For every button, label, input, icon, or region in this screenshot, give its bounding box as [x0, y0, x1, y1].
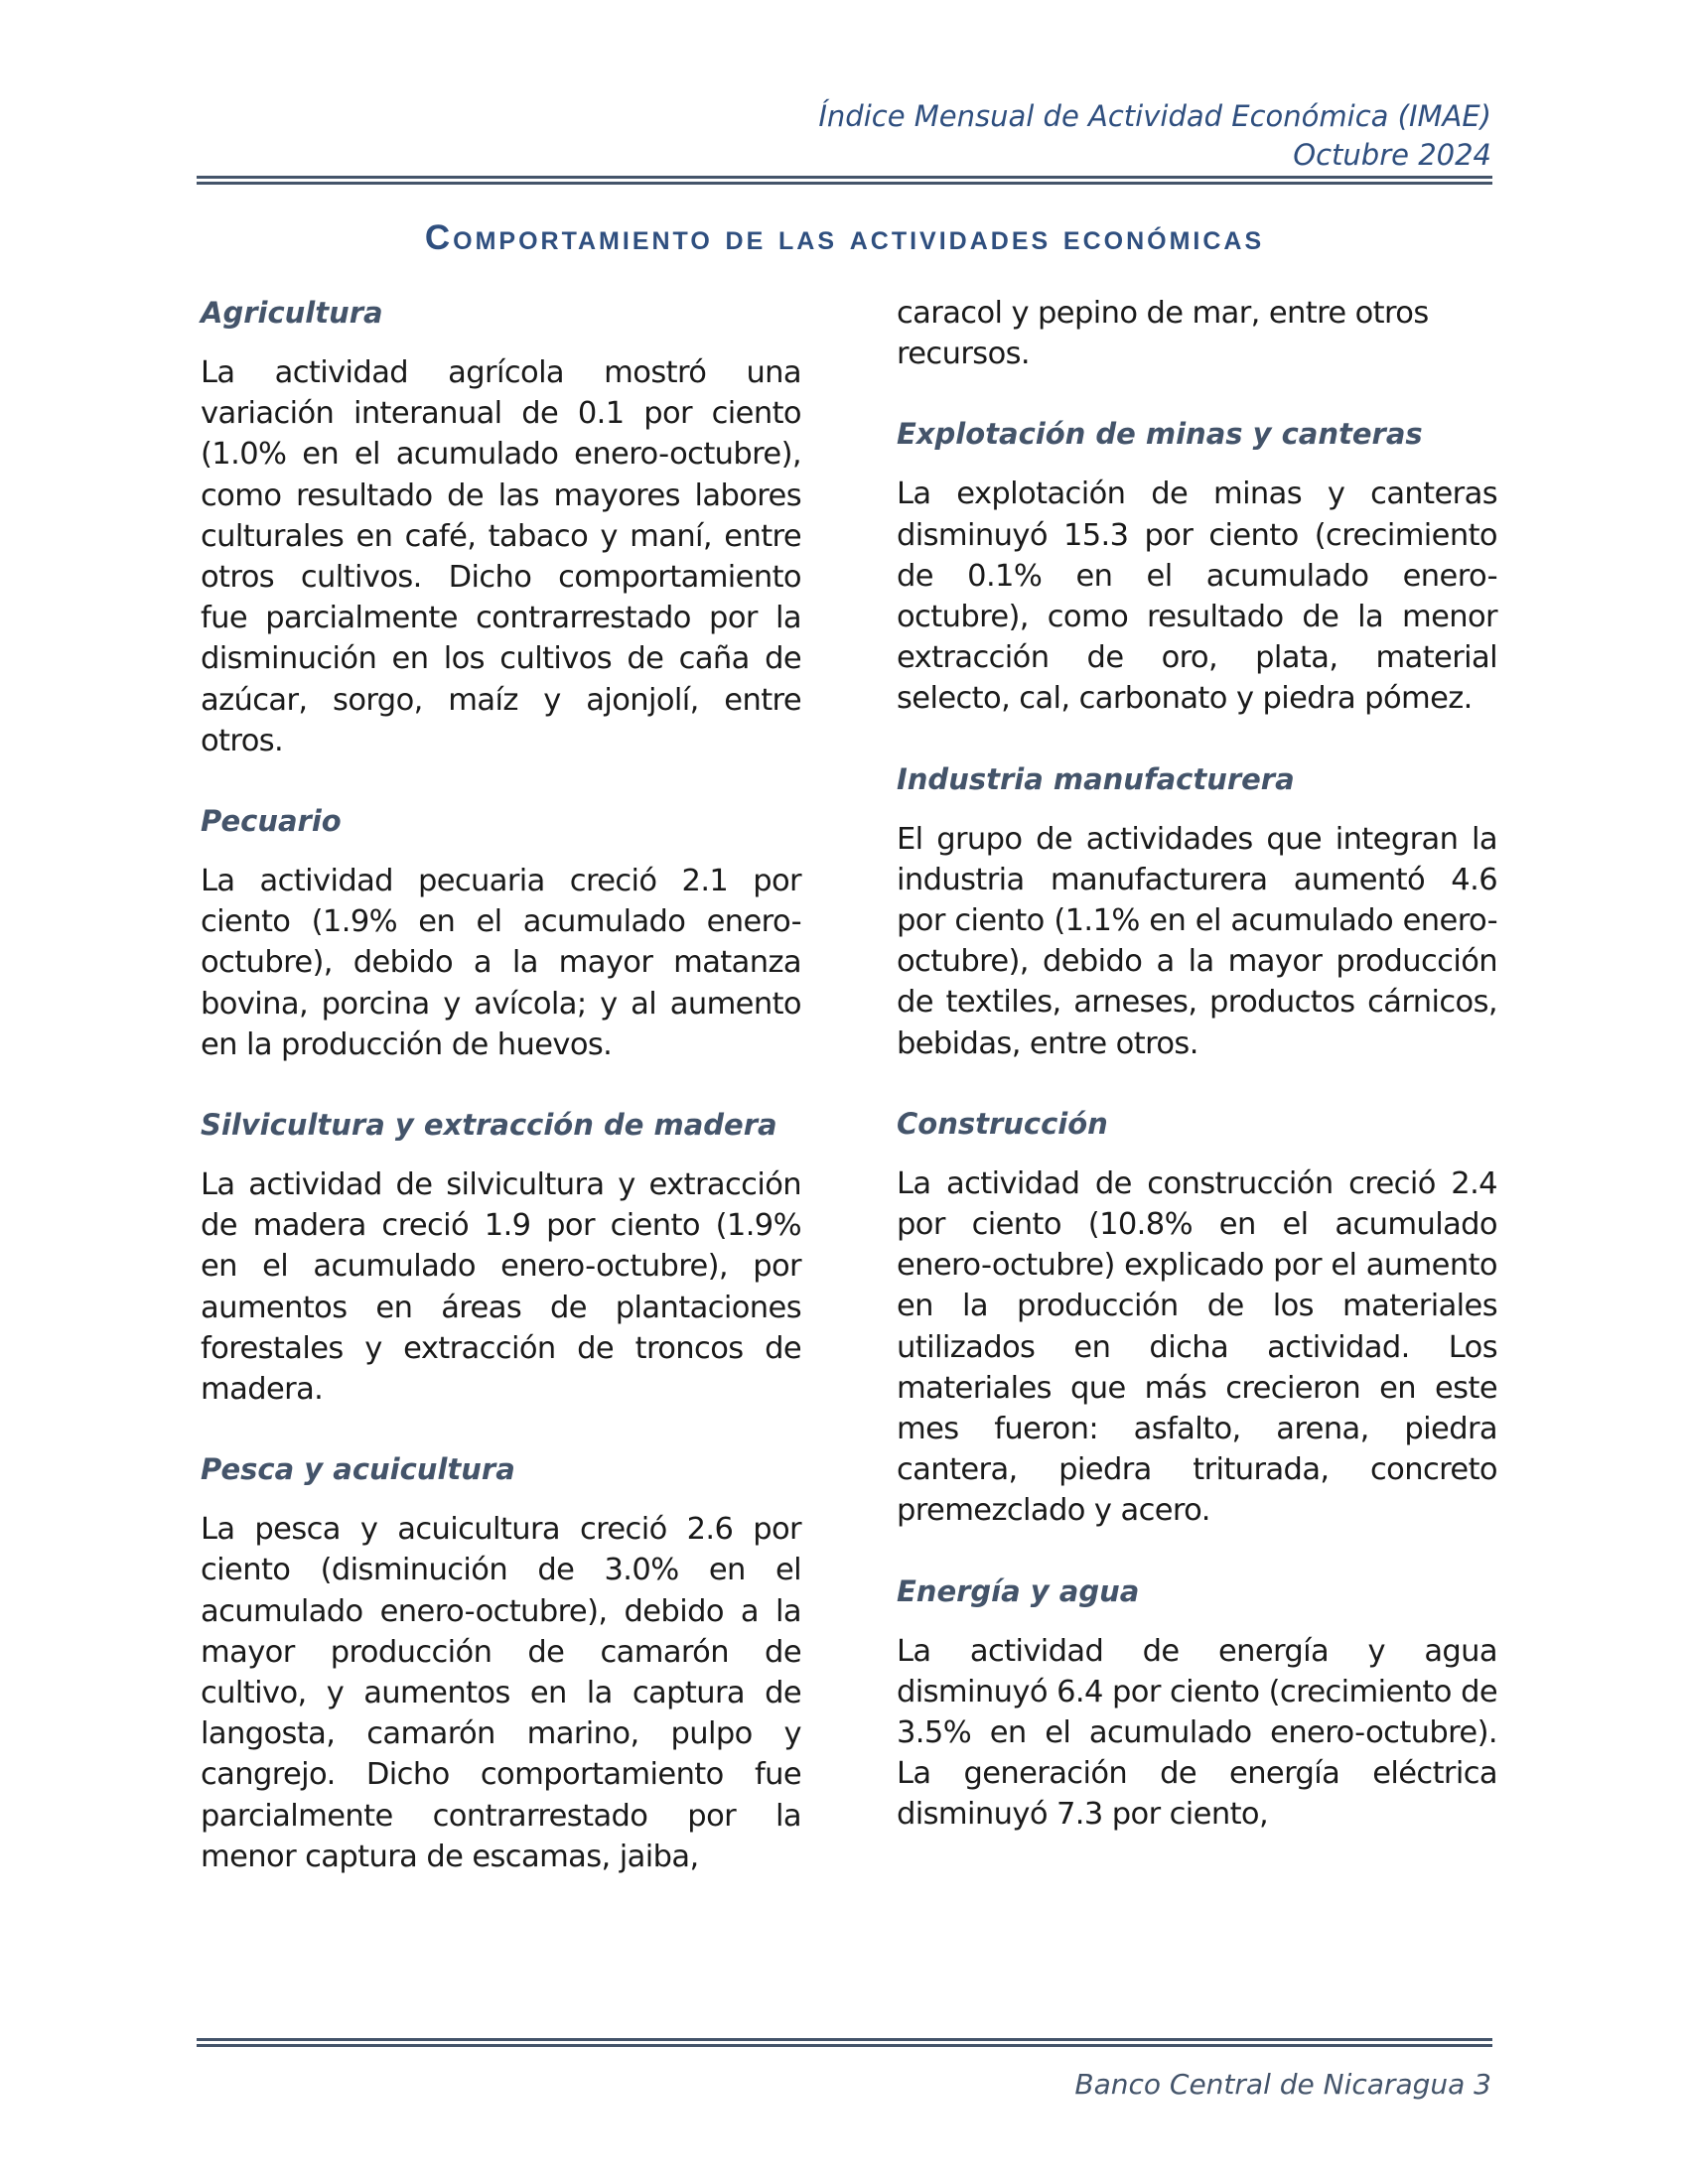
right-column [897, 293, 1497, 1836]
heading-energia: Energía y agua [897, 1573, 1140, 1608]
paragraph-minas: La explotación de minas y canteras disminuyó 15.3 por ciento (crecimiento de 0.1% en el acumulado enero-octubre), como resultado de la menor extracción de oro, plata, material selecto, cal, carbonato y piedra pómez. [897, 477, 1497, 717]
paragraph-construccion: La actividad de construcción creció 2.4 por ciento (10.8% en el acumulado enero-octubre) explicado por el aumento en la producción de los materiales utilizados en dicha actividad. Los materiales que más crecieron en este mes fueron: asfalto, arena, piedra cantera, piedra triturada, concreto premezclado y acero. [897, 1165, 1497, 1529]
heading-agricultura: Agricultura [201, 296, 383, 330]
heading-silvicultura: Silvicultura y extracción de madera [201, 1108, 777, 1143]
paragraph-pecuario: La actividad pecuaria creció 2.1 por ciento (1.9% en el acumulado enero-octubre), debido a la mayor matanza bovina, porcina y avícola; y al aumento en la producción de huevos. [201, 864, 801, 1062]
left-column [201, 293, 801, 1877]
heading-industria: Industria manufacturera [897, 761, 1295, 796]
paragraph-industria: El grupo de actividades que integran la industria manufacturera aumentó 4.6 por ciento (1.1% en el acumulado enero-octubre), debido a la mayor producción de textiles, arneses, productos cárnicos, bebidas, entre otros. [897, 821, 1497, 1061]
paragraph-pesca-continued: caracol y pepino de mar, entre otros recursos. [897, 296, 1429, 372]
footer-divider [197, 2038, 1492, 2048]
section-title: Comportamiento de las actividades económicas [424, 218, 1265, 257]
heading-pesca: Pesca y acuicultura [201, 1452, 515, 1487]
page-footer: Banco Central de Nicaragua 3 [1074, 2068, 1491, 2101]
header-report-date: Octubre 2024 [1293, 138, 1491, 172]
paragraph-energia: La actividad de energía y agua disminuyó 6.4 por ciento (crecimiento de 3.5% en el acumulado enero-octubre). La generación de energía eléctrica disminuyó 7.3 por ciento, [897, 1633, 1497, 1833]
header-report-title: Índice Mensual de Actividad Económica (IMAE) [818, 99, 1491, 133]
heading-pecuario: Pecuario [201, 804, 342, 839]
paragraph-pesca: La pesca y acuicultura creció 2.6 por ciento (disminución de 3.0% en el acumulado enero-octubre), debido a la mayor producción de camarón de cultivo, y aumentos en la captura de langosta, camarón marino, pulpo y cangrejo. Dicho comportamiento fue parcialmente contrarrestado por la menor captura de escamas, jaiba, [201, 1512, 801, 1874]
heading-minas: Explotación de minas y canteras [897, 417, 1423, 452]
header-divider [197, 176, 1492, 186]
paragraph-agricultura: La actividad agrícola mostró una variación interanual de 0.1 por ciento (1.0% en el acumulado enero-octubre), como resultado de las mayores labores culturales en café, tabaco y maní, entre otros cultivos. Dicho comportamiento fue parcialmente contrarrestado por la disminución en los cultivos de caña de azúcar, sorgo, maíz y ajonjolí, entre otros. [201, 355, 801, 758]
page-header [300, 97, 1491, 175]
paragraph-silvicultura: La actividad de silvicultura y extracción de madera creció 1.9 por ciento (1.9% en el acumulado enero-octubre), por aumentos en áreas de plantaciones forestales y extracción de troncos de madera. [201, 1167, 801, 1408]
heading-construccion: Construcción [897, 1106, 1108, 1141]
